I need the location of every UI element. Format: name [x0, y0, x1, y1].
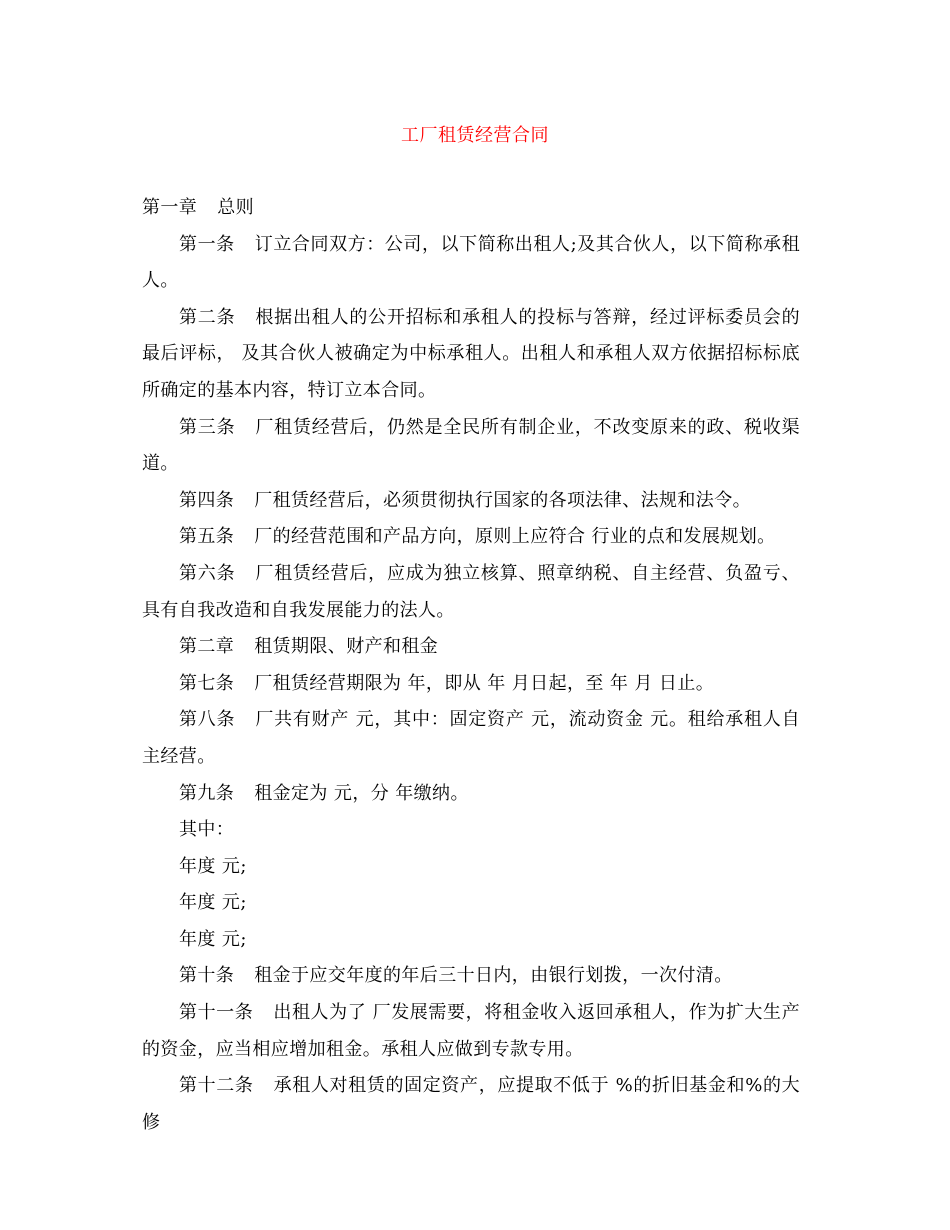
paragraph-label: 第一章	[142, 197, 198, 218]
paragraph-text: 厂租赁经营后，仍然是全民所有制企业，不改变原来的政、税收渠道。	[142, 416, 800, 475]
paragraph-text: 年度 元;	[179, 892, 247, 914]
paragraph-text: 承租人对租赁的固定资产，应提取不低于 %的折旧基金和%的大修	[142, 1075, 800, 1133]
paragraph-text: 厂租赁经营期限为 年，即从 年 月日起，至 年 月 日止。	[254, 672, 715, 694]
paragraph-label: 第一条	[179, 233, 235, 255]
paragraph-text: 总则	[217, 197, 255, 218]
article-paragraph	[142, 995, 800, 1068]
article-paragraph	[142, 519, 800, 556]
article-paragraph	[142, 922, 800, 959]
article-paragraph	[142, 1068, 800, 1141]
article-paragraph	[142, 812, 800, 849]
paragraph-text: 其中：	[179, 819, 235, 841]
paragraph-text: 租金定为 元，分 年缴纳。	[254, 782, 469, 804]
article-paragraph	[142, 702, 800, 775]
paragraph-text: 根据出租人的公开招标和承租人的投标与答辩，经过评标委员会的最后评标， 及其合伙人被确定为中标承租人。出租人和承租人双方依据招标标底所确定的基本内容，特订立本合同。	[142, 306, 800, 401]
article-paragraph	[142, 776, 800, 813]
paragraph-text: 租金于应交年度的年后三十日内，由银行划拨，一次付清。	[254, 965, 733, 987]
paragraph-text: 厂共有财产 元，其中：固定资产 元，流动资金 元。租给承租人自主经营。	[142, 709, 800, 767]
article-paragraph	[142, 483, 800, 520]
paragraph-text: 厂租赁经营后，必须贯彻执行国家的各项法律、法规和法令。	[254, 489, 752, 511]
paragraph-text: 订立合同双方：公司，以下简称出租人;及其合伙人，以下简称承租人。	[142, 233, 801, 292]
paragraph-text: 年度 元;	[179, 928, 247, 950]
paragraph-label: 第九条	[179, 782, 235, 804]
paragraph-label: 第六条	[179, 562, 236, 584]
article-paragraph	[142, 227, 800, 300]
article-paragraph	[142, 629, 800, 666]
paragraph-text: 租赁期限、财产和租金	[254, 636, 439, 658]
paragraph-label: 第四条	[179, 489, 235, 511]
paragraph-text: 年度 元;	[179, 855, 247, 877]
paragraph-label: 第二条	[179, 306, 236, 328]
article-paragraph	[142, 556, 800, 629]
document-body	[142, 190, 800, 1141]
paragraph-text: 厂租赁经营后，应成为独立核算、照章纳税、自主经营、负盈亏、具有自我改造和自我发展能力的法人。	[142, 562, 800, 621]
paragraph-label: 第五条	[179, 526, 235, 548]
paragraph-label: 第八条	[179, 709, 236, 731]
paragraph-label: 第十二条	[179, 1075, 254, 1097]
article-paragraph	[142, 958, 800, 995]
paragraph-label: 第七条	[179, 672, 235, 694]
article-paragraph	[142, 300, 800, 410]
paragraph-label: 第三条	[179, 416, 236, 438]
paragraph-label: 第十一条	[179, 1002, 254, 1024]
article-paragraph	[142, 885, 800, 922]
paragraph-label: 第十条	[179, 965, 235, 987]
chapter-heading	[142, 190, 800, 227]
article-paragraph	[142, 410, 800, 483]
paragraph-text: 出租人为了 厂发展需要，将租金收入返回承租人，作为扩大生产的资金，应当相应增加租金。承租人应做到专款专用。	[142, 1002, 800, 1060]
paragraph-label: 第二章	[179, 636, 235, 658]
article-paragraph	[142, 666, 800, 703]
document-title: 工厂租赁经营合同	[401, 125, 549, 146]
article-paragraph	[142, 849, 800, 886]
paragraph-text: 厂的经营范围和产品方向，原则上应符合 行业的点和发展规划。	[254, 526, 776, 548]
